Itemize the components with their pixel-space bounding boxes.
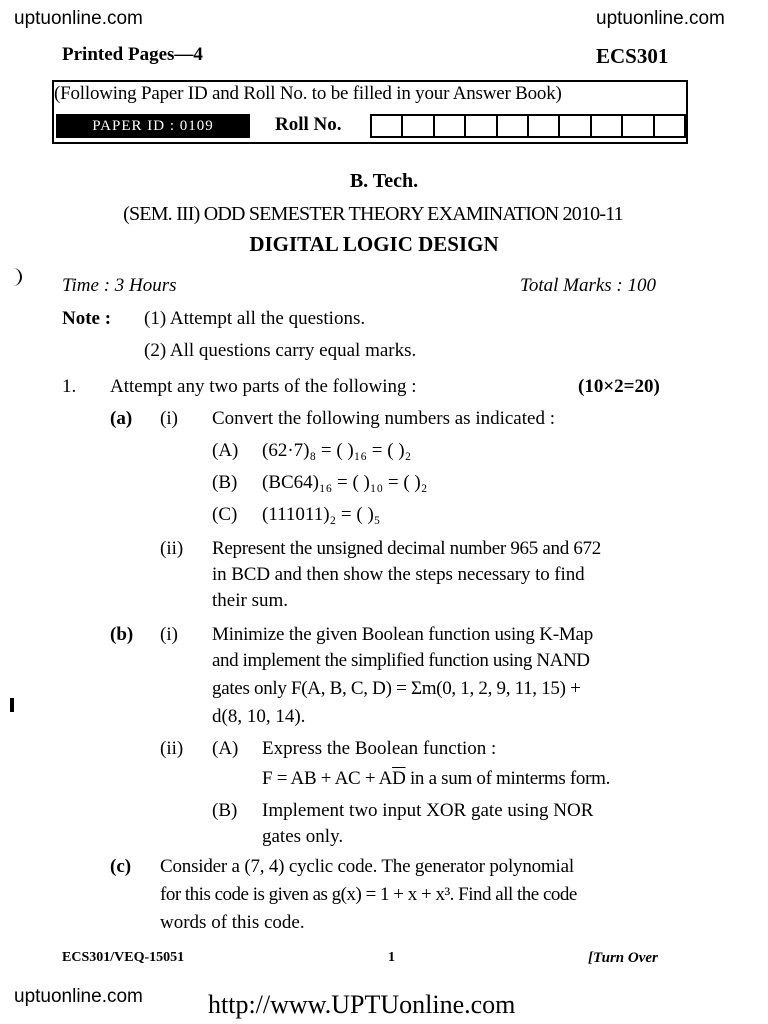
q1a-B-expr: (BC64)₁₆ = ( )₁₀ = ( )₂ bbox=[262, 472, 428, 493]
q1b-ii-A-expr-part2: in a sum of minterms form. bbox=[405, 768, 611, 789]
roll-number-cell[interactable] bbox=[370, 114, 401, 138]
printed-pages: Printed Pages—4 bbox=[62, 44, 203, 65]
q1a-i-label: (i) bbox=[160, 408, 178, 429]
q1a-A-expr: (62·7)₈ = ( )₁₆ = ( )₂ bbox=[262, 440, 412, 461]
q1a-B-label: (B) bbox=[212, 472, 238, 493]
paper-id: PAPER ID : 0109 bbox=[56, 114, 250, 138]
q1-intro: Attempt any two parts of the following : bbox=[110, 376, 417, 397]
roll-number-cell[interactable] bbox=[401, 114, 432, 138]
footer-page-number: 1 bbox=[388, 950, 395, 965]
roll-number-cell[interactable] bbox=[590, 114, 621, 138]
roll-number-cell[interactable] bbox=[653, 114, 686, 138]
header-notice: (Following Paper ID and Roll No. to be filled in your Answer Book) bbox=[54, 83, 562, 104]
q1a-ii-line3: their sum. bbox=[212, 590, 288, 611]
q1c-line2: for this code is given as g(x) = 1 + x + x³. Find all the code bbox=[160, 884, 577, 905]
q1b-ii-A-line2 bbox=[262, 768, 610, 790]
q1b-ii-B-label: (B) bbox=[212, 800, 238, 821]
q1b-label: (b) bbox=[110, 624, 134, 645]
q1b-i-line4: d(8, 10, 14). bbox=[212, 706, 306, 727]
exam-time: Time : 3 Hours bbox=[62, 275, 177, 296]
roll-number-cell[interactable] bbox=[621, 114, 652, 138]
q1b-i-line1: Minimize the given Boolean function using K-Map bbox=[212, 624, 594, 645]
watermark-bottom-left: uptuonline.com bbox=[14, 986, 143, 1007]
semester: (SEM. III) ODD SEMESTER THEORY EXAMINATION 2010-11 bbox=[123, 203, 623, 225]
watermark-bottom-url[interactable]: http://www.UPTUonline.com bbox=[208, 990, 516, 1019]
roll-number-cell[interactable] bbox=[433, 114, 464, 138]
degree: B. Tech. bbox=[349, 170, 419, 192]
subject-title: DIGITAL LOGIC DESIGN bbox=[249, 232, 499, 256]
q1b-ii-A-line1: Express the Boolean function : bbox=[262, 738, 497, 759]
q1a-label: (a) bbox=[110, 408, 133, 429]
q1b-i-line3: gates only F(A, B, C, D) = Σm(0, 1, 2, 9, 11, 15) + bbox=[212, 678, 581, 699]
note-item-1: (1) Attempt all the questions. bbox=[144, 308, 366, 329]
roll-number-boxes[interactable] bbox=[370, 114, 686, 138]
watermark-top-left: uptuonline.com bbox=[14, 8, 143, 29]
paper-code: ECS301 bbox=[596, 44, 669, 68]
q1b-i-label: (i) bbox=[160, 624, 178, 645]
q1a-ii-label: (ii) bbox=[160, 538, 184, 559]
q1a-C-expr: (111011)₂ = ( )₅ bbox=[262, 504, 381, 525]
q1b-ii-B-line2: gates only. bbox=[262, 826, 344, 847]
note-label: Note : bbox=[62, 308, 112, 329]
total-marks: Total Marks : 100 bbox=[520, 275, 657, 296]
q1-number: 1. bbox=[62, 376, 77, 397]
footer-turn-over: [Turn Over bbox=[588, 950, 658, 966]
q1a-ii-line2: in BCD and then show the steps necessary to find bbox=[212, 564, 585, 585]
q1c-line1: Consider a (7, 4) cyclic code. The generator polynomial bbox=[160, 856, 574, 877]
q1a-i-text: Convert the following numbers as indicated : bbox=[212, 408, 555, 429]
roll-label: Roll No. bbox=[275, 114, 342, 135]
q1b-i-line2: and implement the simplified function using NAND bbox=[212, 650, 590, 671]
scan-artifact bbox=[8, 268, 22, 286]
q1a-A-label: (A) bbox=[212, 440, 239, 461]
q1-marks: (10×2=20) bbox=[578, 376, 660, 397]
q1a-ii-line1: Represent the unsigned decimal number 965 and 672 bbox=[212, 538, 601, 559]
roll-number-cell[interactable] bbox=[464, 114, 495, 138]
q1b-ii-B-line1: Implement two input XOR gate using NOR bbox=[262, 800, 594, 821]
q1a-C-label: (C) bbox=[212, 504, 238, 525]
footer-code: ECS301/VEQ-15051 bbox=[62, 950, 185, 965]
scan-artifact bbox=[10, 698, 14, 712]
q1c-label: (c) bbox=[110, 856, 132, 877]
q1b-ii-A-label: (A) bbox=[212, 738, 239, 759]
roll-number-cell[interactable] bbox=[496, 114, 527, 138]
note-item-2: (2) All questions carry equal marks. bbox=[144, 340, 417, 361]
roll-number-cell[interactable] bbox=[558, 114, 589, 138]
watermark-top-right: uptuonline.com bbox=[596, 8, 725, 29]
q1c-line3: words of this code. bbox=[160, 912, 305, 933]
q1b-ii-A-expr-part1: F = AB + AC + A bbox=[262, 768, 393, 789]
q1b-ii-A-expr-overline: $\overline{D}$ bbox=[392, 768, 406, 789]
q1b-ii-label: (ii) bbox=[160, 738, 184, 759]
roll-number-cell[interactable] bbox=[527, 114, 558, 138]
